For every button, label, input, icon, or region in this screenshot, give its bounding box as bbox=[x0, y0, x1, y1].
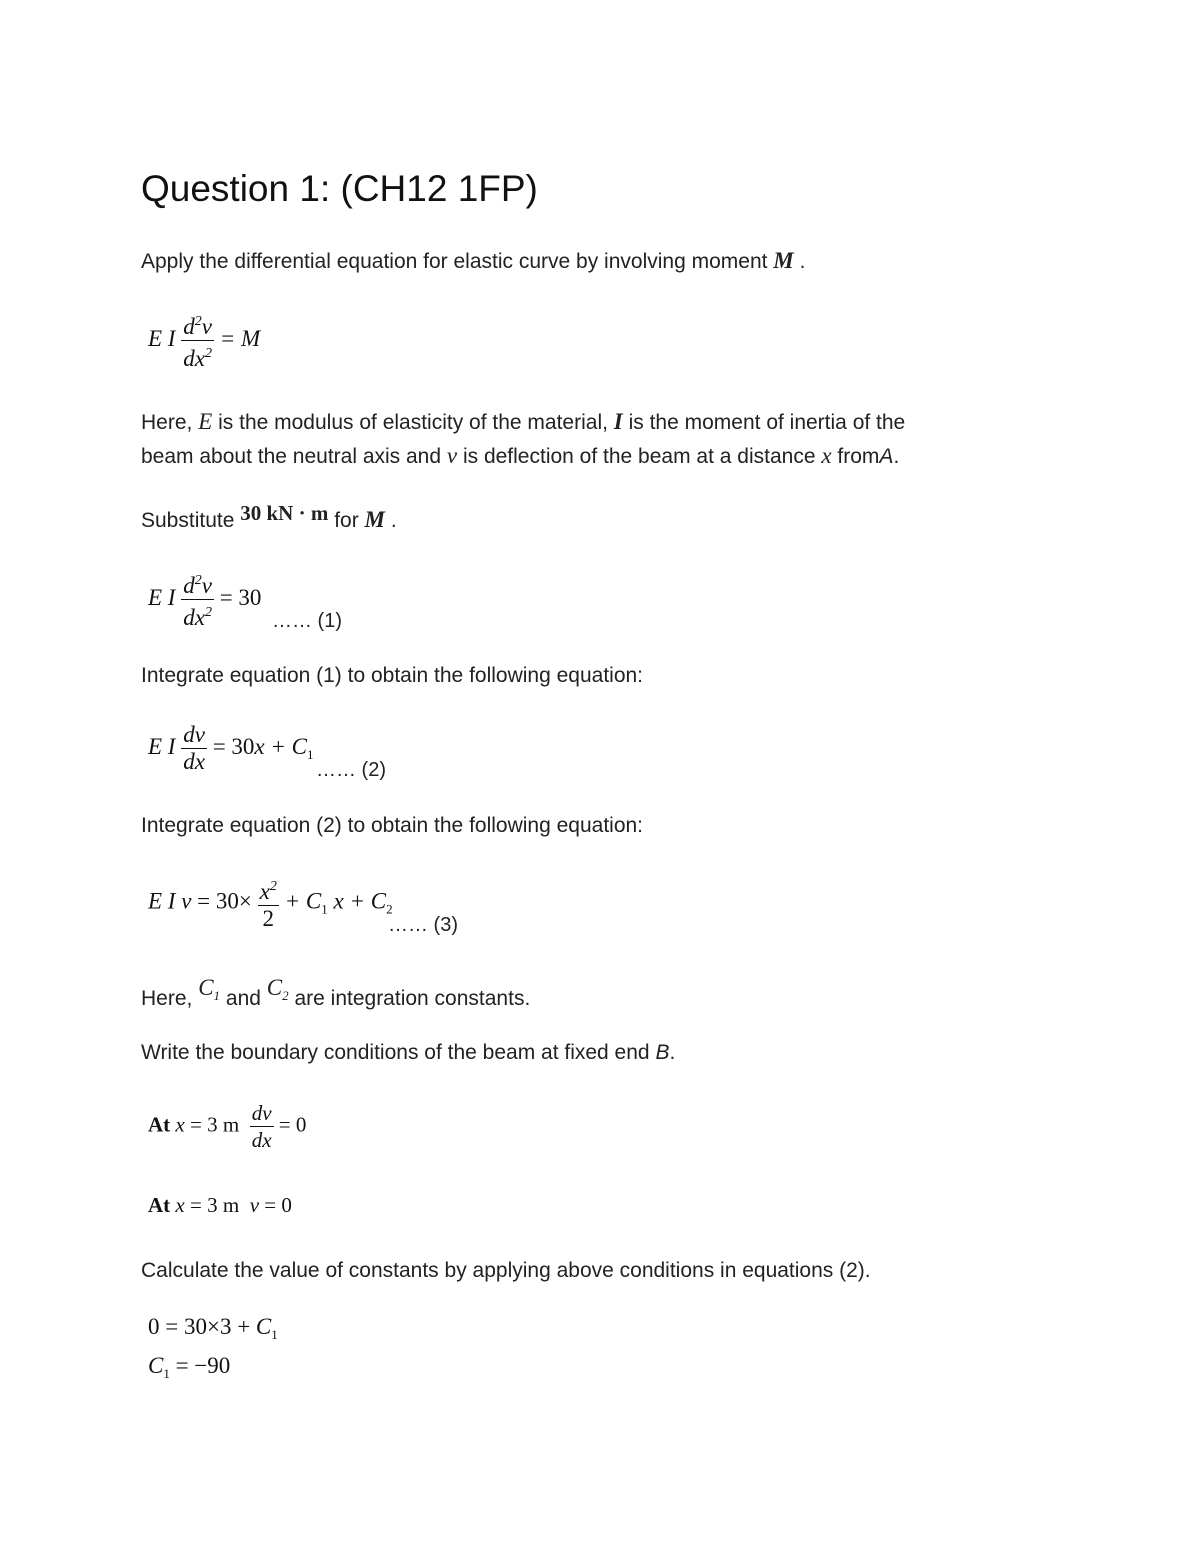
definitions-line-1 bbox=[141, 405, 905, 439]
paragraph-boundary bbox=[141, 1036, 675, 1069]
def-here: Here, bbox=[141, 411, 193, 434]
symbol-C2: C bbox=[266, 975, 283, 1000]
eq1-num-var: v bbox=[201, 573, 212, 598]
eq1-lhs: E I bbox=[148, 584, 176, 610]
eq-main-num-sup: 2 bbox=[194, 314, 202, 329]
page-title: Question 1: (CH12 1FP) bbox=[141, 168, 538, 209]
def-E-text: is the modulus of elasticity of the material, bbox=[218, 411, 608, 434]
equation-2 bbox=[148, 722, 314, 775]
eq2-rhs-b: + C bbox=[270, 733, 308, 759]
eq3-rhs-c: + C bbox=[349, 888, 387, 914]
paragraph-constants bbox=[141, 975, 531, 1022]
constants-text: are integration constants. bbox=[294, 987, 531, 1010]
bc1-den: dx bbox=[251, 1128, 272, 1152]
substitute-for: for bbox=[334, 509, 359, 532]
eq3-fraction bbox=[258, 874, 279, 932]
bc1-num: dv bbox=[251, 1101, 272, 1125]
eq1-den-sup: 2 bbox=[204, 605, 212, 620]
eq3-num: x bbox=[259, 879, 270, 904]
eq2-rhs-a: = 30 bbox=[212, 733, 255, 759]
constants-here: Here, bbox=[141, 987, 193, 1010]
eq2-rhs-sub: 1 bbox=[307, 746, 314, 762]
bc1-at: At bbox=[148, 1112, 171, 1137]
moment-value: 30 kN · m bbox=[240, 501, 329, 525]
equation-main bbox=[148, 309, 260, 372]
substitute-end: . bbox=[390, 509, 397, 532]
bc2-eq: = 3 m bbox=[190, 1193, 240, 1217]
equation-3 bbox=[148, 874, 393, 932]
symbol-B: B bbox=[655, 1041, 670, 1064]
eq3-num-sup: 2 bbox=[269, 879, 277, 894]
eq3-den: 2 bbox=[262, 906, 274, 931]
calc2-C: C bbox=[148, 1353, 164, 1378]
eq2-fraction bbox=[181, 722, 207, 775]
def-I-text: is the moment of inertia of the bbox=[628, 411, 906, 434]
symbol-C2-sub: 2 bbox=[282, 988, 289, 1003]
bc2-x: x bbox=[175, 1193, 185, 1217]
eq1-num-sup: 2 bbox=[194, 573, 202, 588]
symbol-I: I bbox=[613, 409, 623, 434]
bc1-fraction bbox=[250, 1100, 274, 1153]
eq1-den: dx bbox=[183, 605, 205, 630]
paragraph-calculate: Calculate the value of constants by applying above conditions in equations (2). bbox=[141, 1259, 871, 1282]
symbol-A: A bbox=[879, 445, 894, 468]
eq-main-num: d bbox=[183, 314, 195, 339]
intro-end: . bbox=[799, 250, 806, 273]
bc2-v: v bbox=[249, 1193, 260, 1217]
symbol-C1-sub: 1 bbox=[213, 988, 221, 1003]
calculation-line-1 bbox=[148, 1314, 278, 1343]
paragraph-definitions bbox=[141, 405, 905, 473]
def-axis-text: beam about the neutral axis and bbox=[141, 445, 442, 468]
eq-main-den-sup: 2 bbox=[204, 346, 212, 361]
eq2-num: dv bbox=[183, 722, 205, 747]
eq-main-rhs: = M bbox=[219, 325, 261, 351]
eq1-fraction bbox=[181, 568, 214, 631]
def-from: from bbox=[837, 445, 880, 468]
eq3-sub-1: 1 bbox=[321, 901, 328, 917]
symbol-v: v bbox=[446, 443, 458, 468]
equation-3-label: …… (3) bbox=[388, 914, 458, 936]
equation-2-label: …… (2) bbox=[316, 759, 386, 781]
eq3-rhs-a: = 30× bbox=[197, 888, 252, 914]
def-end: . bbox=[893, 445, 900, 468]
bc2-at: At bbox=[148, 1193, 171, 1217]
paragraph-integrate-2: Integrate equation (2) to obtain the following equation: bbox=[141, 814, 644, 837]
eq3-rhs-b: + C bbox=[284, 888, 322, 914]
eq1-num: d bbox=[183, 573, 195, 598]
symbol-M: M bbox=[773, 248, 794, 273]
eq-main-lhs: E I bbox=[148, 325, 176, 351]
calc1-sub: 1 bbox=[271, 1327, 278, 1342]
eq3-lhs: E I v bbox=[148, 888, 192, 914]
eq-main-den: dx bbox=[183, 346, 205, 371]
calc1-C: C bbox=[255, 1314, 272, 1339]
symbol-M-2: M bbox=[364, 507, 385, 532]
symbol-x: x bbox=[821, 443, 832, 468]
equation-1-label: …… (1) bbox=[272, 610, 342, 632]
eq3-sub-2: 2 bbox=[386, 901, 393, 917]
eq2-rhs-x: x bbox=[254, 733, 265, 759]
calc2-rhs: = −90 bbox=[175, 1353, 231, 1378]
eq2-lhs: E I bbox=[148, 733, 176, 759]
boundary-text: Write the boundary conditions of the beam at fixed end bbox=[141, 1041, 650, 1064]
boundary-end: . bbox=[669, 1041, 676, 1064]
paragraph-intro bbox=[141, 244, 805, 278]
paragraph-substitute bbox=[141, 503, 397, 537]
boundary-condition-2 bbox=[148, 1193, 292, 1218]
definitions-line-2 bbox=[141, 439, 905, 473]
intro-text: Apply the differential equation for elastic curve by involving moment bbox=[141, 250, 768, 273]
constants-and: and bbox=[225, 987, 261, 1010]
bc2-rhs: = 0 bbox=[264, 1193, 292, 1217]
eq2-den: dx bbox=[183, 749, 205, 774]
eq3-rhs-x: x bbox=[333, 888, 344, 914]
def-v-text: is deflection of the beam at a distance bbox=[462, 445, 816, 468]
symbol-E: E bbox=[198, 409, 213, 434]
substitute-text: Substitute bbox=[141, 509, 235, 532]
calc1-lhs: 0 = 30×3 + bbox=[148, 1314, 251, 1339]
boundary-condition-1 bbox=[148, 1100, 306, 1153]
calculation-line-2 bbox=[148, 1353, 230, 1382]
bc1-eq: = 3 m bbox=[190, 1112, 240, 1137]
eq1-rhs: = 30 bbox=[219, 584, 262, 610]
calc2-sub: 1 bbox=[163, 1366, 170, 1381]
eq-main-fraction bbox=[181, 309, 214, 372]
eq-main-num-var: v bbox=[201, 314, 212, 339]
paragraph-integrate-1: Integrate equation (1) to obtain the following equation: bbox=[141, 664, 644, 687]
bc1-rhs: = 0 bbox=[278, 1112, 307, 1137]
bc1-x: x bbox=[175, 1112, 185, 1137]
equation-1 bbox=[148, 568, 261, 631]
symbol-C1: C bbox=[198, 975, 214, 1000]
